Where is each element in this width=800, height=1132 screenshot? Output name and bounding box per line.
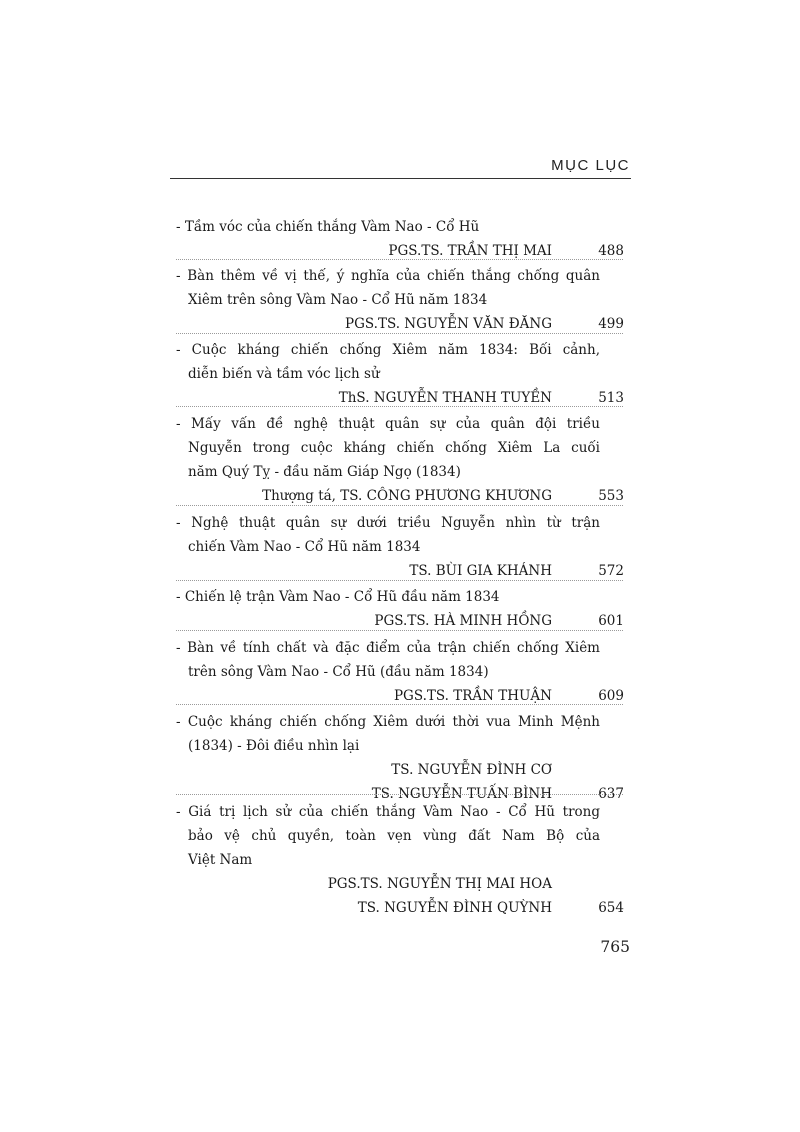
entry-title-line: chiến Vàm Nao - Cổ Hũ năm 1834 [188,539,421,555]
entry-separator [176,505,623,506]
entry-title-line: bảo vệ chủ quyền, toàn vẹn vùng đất Nam Bộ của [188,828,600,844]
entry-title-line: năm Quý Tỵ - đầu năm Giáp Ngọ (1834) [188,464,461,480]
entry-title-line: Xiêm trên sông Vàm Nao - Cổ Hũ năm 1834 [188,292,488,308]
page-number: 765 [600,938,630,956]
toc-entry[interactable] [176,264,624,336]
entry-separator [176,406,623,407]
entry-title-line: (1834) - Đôi điều nhìn lại [188,738,360,754]
entry-author: PGS.TS. HÀ MINH HỒNG [374,613,552,629]
entry-separator [176,704,623,705]
entry-author: PGS.TS. TRẦN THUẬN [393,688,552,704]
entry-title-line: - Chiến lệ trận Vàm Nao - Cổ Hũ đầu năm 1834 [176,589,500,605]
entry-title-line: - Tầm vóc của chiến thắng Vàm Nao - Cổ Hũ [176,219,480,235]
entry-page-number: 609 [598,688,624,704]
entry-title-line: - Nghệ thuật quân sự dưới triều Nguyễn nhìn từ trận [176,515,600,531]
entry-page-number: 637 [598,786,624,802]
entry-separator [176,333,623,334]
entry-page-number: 488 [598,243,624,259]
entry-separator [176,580,623,581]
entry-title-line: - Cuộc kháng chiến chống Xiêm dưới thời vua Minh Mệnh [176,714,600,730]
entry-title-line: - Bàn thêm về vị thế, ý nghĩa của chiến thắng chống quân [176,268,600,284]
entry-author: PGS.TS. NGUYỄN THỊ MAI HOA [327,876,552,892]
entry-separator [176,794,623,795]
toc-entry[interactable] [176,338,624,410]
entry-title-line: - Giá trị lịch sử của chiến thắng Vàm Nao - Cổ Hũ trong [176,804,600,820]
toc-entry[interactable] [176,585,624,633]
entry-separator [176,630,623,631]
toc-entry[interactable] [176,710,624,806]
entry-title-line: diễn biến và tầm vóc lịch sử [188,366,380,382]
entry-author: Thượng tá, TS. CÔNG PHƯƠNG KHƯƠNG [262,488,552,504]
entry-page-number: 499 [598,316,624,332]
entry-page-number: 601 [598,613,624,629]
entry-author: TS. BÙI GIA KHÁNH [409,563,552,579]
entry-author: PGS.TS. NGUYỄN VĂN ĐĂNG [345,316,552,332]
entry-title-line: - Mấy vấn đề nghệ thuật quân sự của quân đội triều [176,416,600,432]
entry-page-number: 654 [598,900,624,916]
toc-entry[interactable] [176,800,624,920]
toc-entry[interactable] [176,511,624,583]
entry-author: PGS.TS. TRẦN THỊ MAI [388,243,552,259]
entry-author: ThS. NGUYỄN THANH TUYỀN [338,390,552,406]
entry-title-line: Nguyễn trong cuộc kháng chiến chống Xiêm La cuối [188,440,600,456]
toc-entry[interactable] [176,215,624,263]
entry-title-line: Việt Nam [188,852,253,868]
entry-author: TS. NGUYỄN ĐÌNH CƠ [391,762,552,778]
entry-author: TS. NGUYỄN ĐÌNH QUỲNH [357,900,552,916]
entry-title-line: trên sông Vàm Nao - Cổ Hũ (đầu năm 1834) [188,664,489,680]
toc-entry[interactable] [176,412,624,508]
entry-separator [176,259,623,260]
entry-page-number: 572 [598,563,624,579]
entry-page-number: 553 [598,488,624,504]
section-title: MỤC LỤC [551,157,630,174]
entry-author: TS. NGUYỄN TUẤN BÌNH [371,786,552,802]
entry-title-line: - Bàn về tính chất và đặc điểm của trận chiến chống Xiêm [176,640,600,656]
entry-page-number: 513 [598,390,624,406]
entry-title-line: - Cuộc kháng chiến chống Xiêm năm 1834: Bối cảnh, [176,342,600,358]
toc-entry[interactable] [176,636,624,708]
